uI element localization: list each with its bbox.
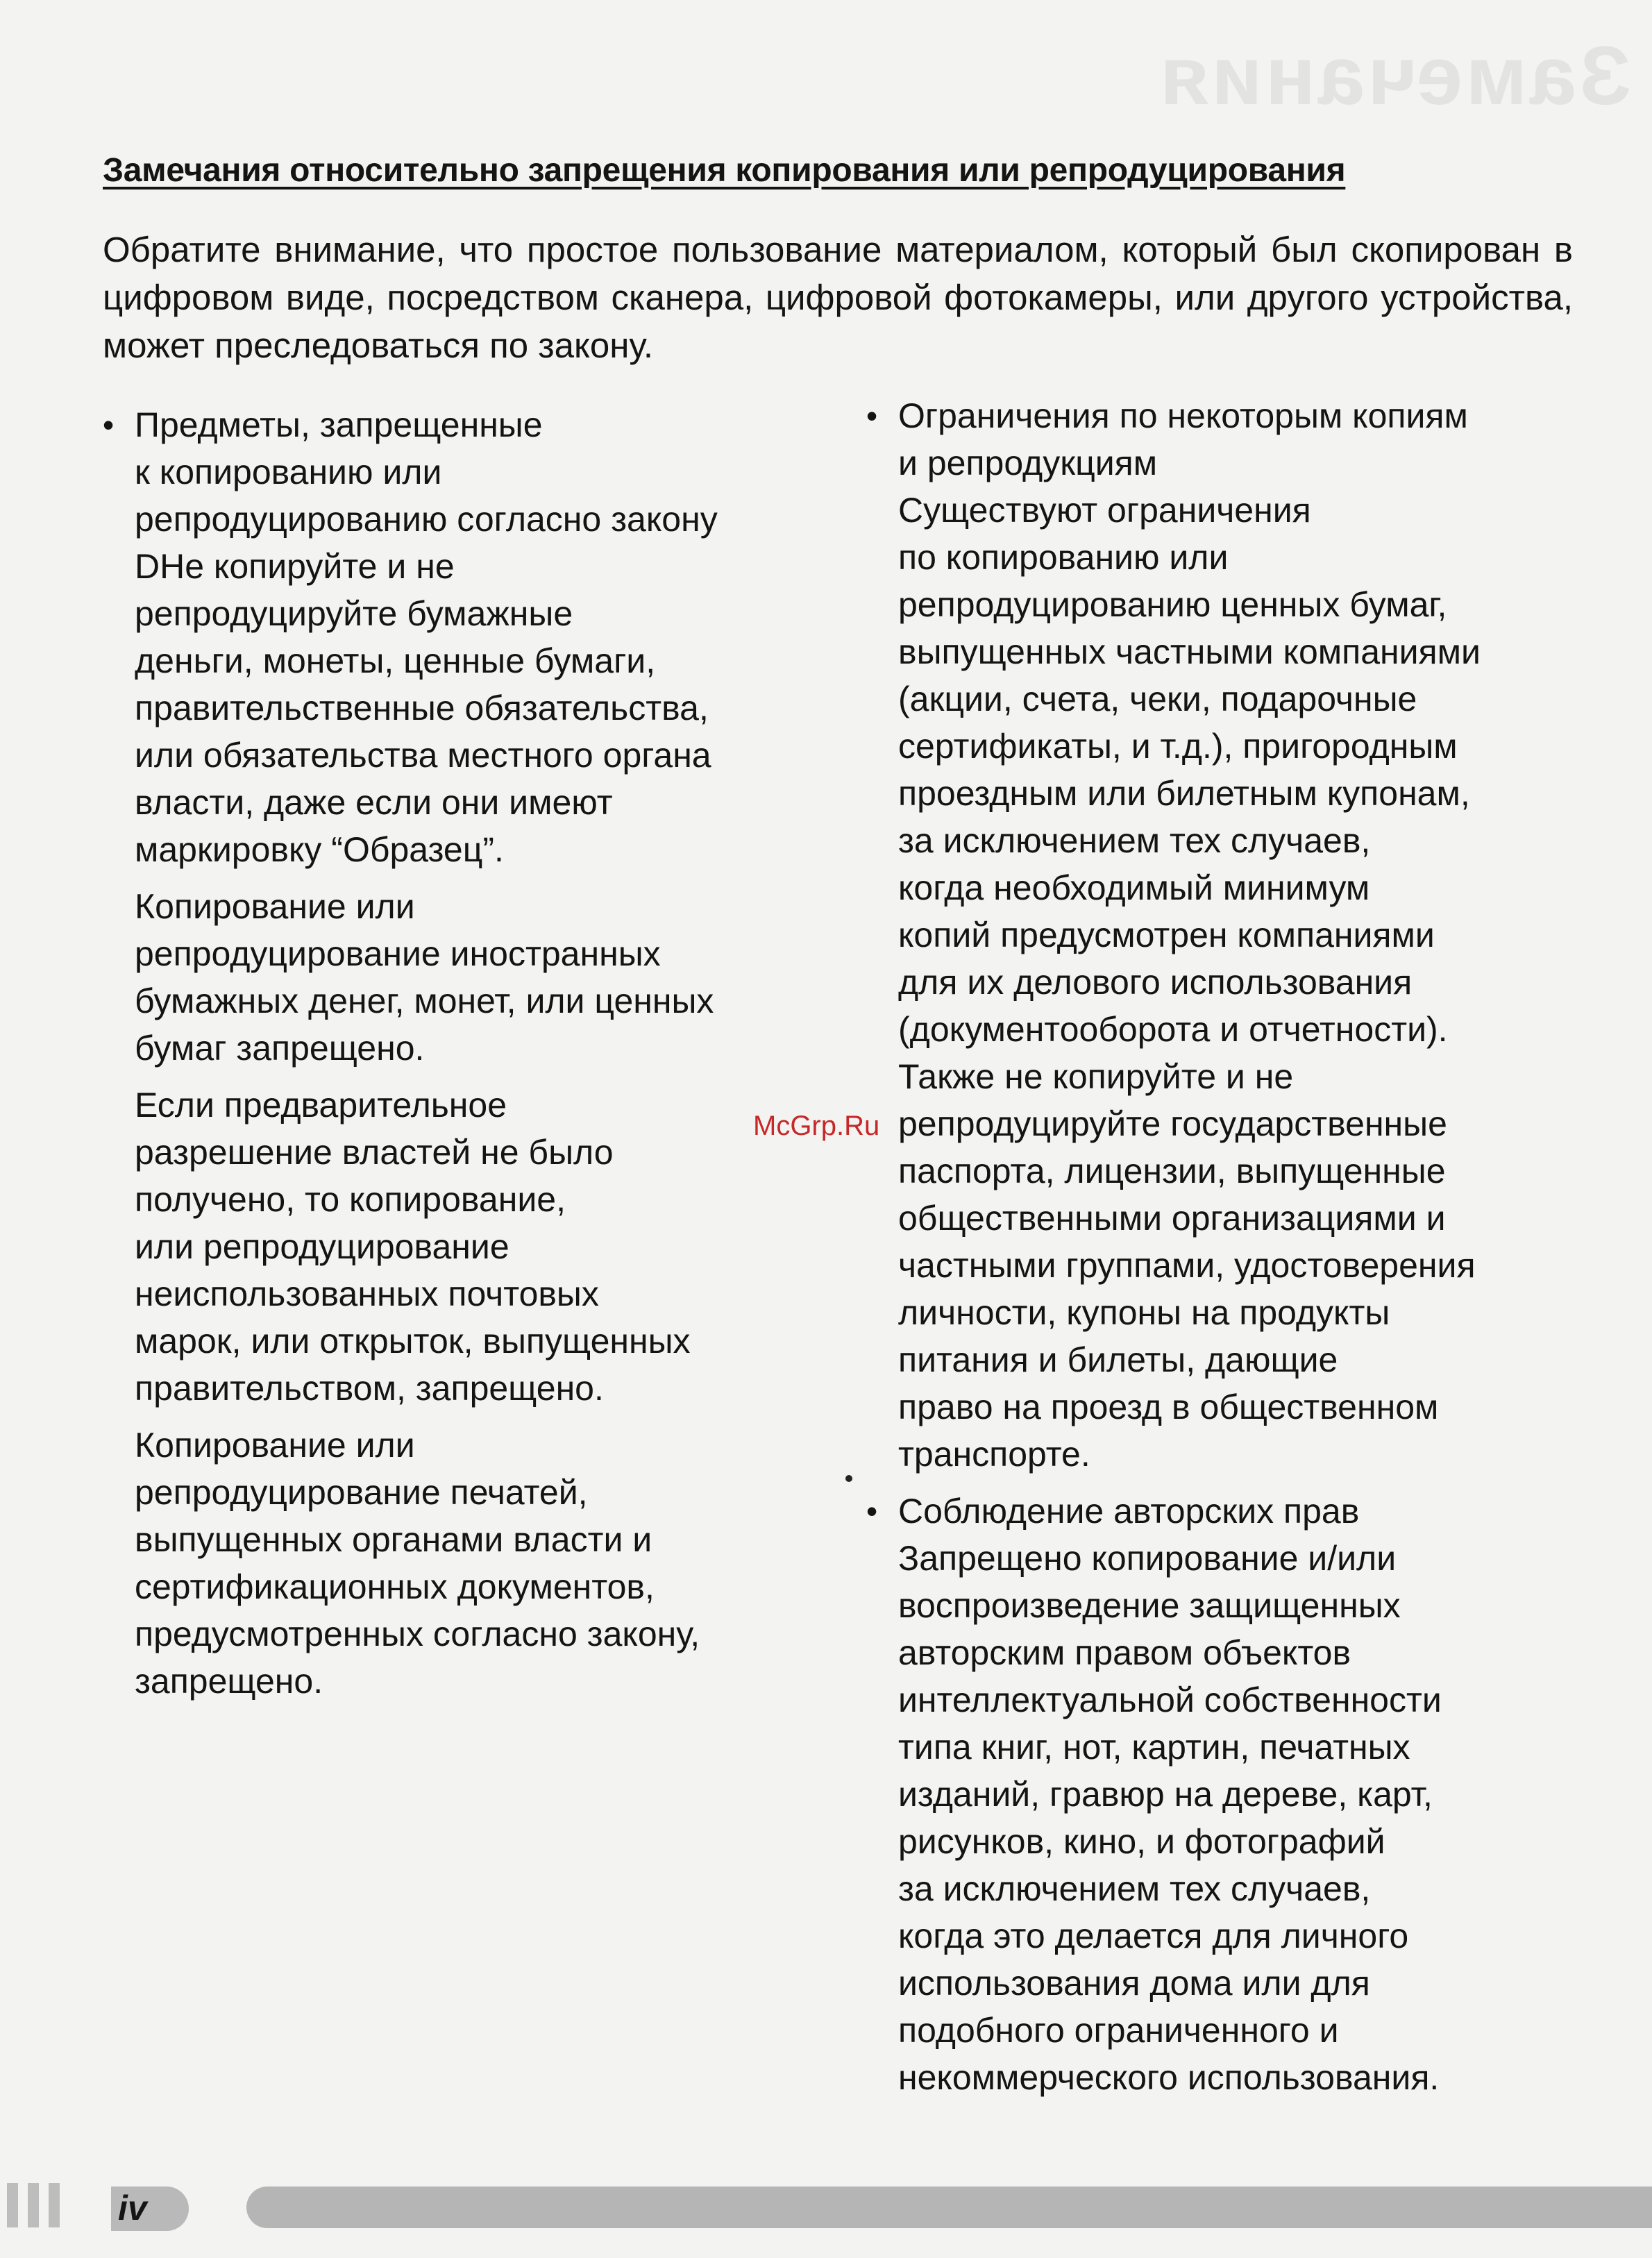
paragraph-foreign-money	[135, 883, 825, 1072]
text-line: Копирование или	[135, 1426, 415, 1465]
text-line: репродуцируйте бумажные	[135, 594, 573, 633]
footer-bar	[7, 2183, 18, 2227]
text-line: паспорта, лицензии, выпущенные	[898, 1152, 1446, 1190]
text-line: общественными организациями и	[898, 1199, 1446, 1238]
footer-bar	[49, 2183, 60, 2227]
text-line: неиспользованных почтовых	[135, 1274, 599, 1313]
intro-paragraph	[103, 226, 1573, 369]
text-line: типа книг, нот, картин, печатных	[898, 1728, 1410, 1767]
list-item-title: Соблюдение авторских прав	[898, 1492, 1360, 1531]
paragraph-seals	[135, 1422, 825, 1705]
list-item-prohibited-items	[103, 401, 825, 543]
text-line: Копирование или	[135, 887, 415, 926]
text-line: получено, то копирование,	[135, 1180, 566, 1219]
text-line: когда необходимый минимум	[898, 868, 1370, 907]
text-line: Также не копируйте и не	[898, 1057, 1294, 1096]
text-line: авторским правом объектов	[898, 1633, 1351, 1672]
text-line: запрещено.	[135, 1662, 323, 1701]
bullet: •	[866, 1493, 878, 1529]
bullet: •	[103, 407, 115, 443]
text-line: воспроизведение защищенных	[898, 1586, 1401, 1625]
text-line: частными группами, удостоверения	[898, 1246, 1476, 1285]
text-line: к копированию или	[135, 453, 442, 491]
text-line: бумажных денег, монет, или ценных	[135, 981, 714, 1020]
text-line: Предметы, запрещенные	[135, 405, 543, 444]
list-item-copyright	[866, 1488, 1588, 2101]
bullet: •	[866, 398, 878, 434]
text-line: или обязательства местного органа	[135, 736, 711, 775]
list-item-body	[898, 392, 1588, 1478]
text-line: когда это делается для личного	[898, 1916, 1409, 1955]
text-line: репродуцированию согласно закону	[135, 500, 718, 539]
text-line: бумаг запрещено.	[135, 1029, 425, 1068]
text-line: репродуцирование иностранных	[135, 934, 661, 973]
text-line: интеллектуальной собственности	[898, 1680, 1442, 1719]
paragraph-money	[135, 543, 825, 873]
text-line: личности, купоны на продукты	[898, 1293, 1390, 1332]
right-column	[866, 392, 1588, 2101]
list-item-title: Ограничения по некоторым копиям	[898, 396, 1468, 435]
section-heading: Замечания относительно запрещения копирования или репродуцирования	[103, 152, 1346, 189]
scan-speck	[845, 1475, 852, 1482]
text-line: Существуют ограничения	[898, 491, 1311, 530]
list-item-copy-restrictions	[866, 392, 1588, 1478]
text-line: Если предварительное	[135, 1086, 507, 1124]
text-line: транспорте.	[898, 1435, 1090, 1474]
text-line: разрешение властей не было	[135, 1133, 614, 1172]
list-item-title	[135, 401, 825, 543]
text-line: власти, даже если они имеют	[135, 783, 613, 822]
footer-band	[246, 2187, 1652, 2228]
text-line: сертификационных документов,	[135, 1567, 655, 1606]
text-line: некоммерческого использования.	[898, 2058, 1440, 2097]
site-watermark: McGrp.Ru	[753, 1111, 880, 1141]
list-item-body	[898, 1488, 1588, 2101]
text-line: для их делового использования	[898, 963, 1413, 1002]
text-line: за исключением тех случаев,	[898, 821, 1371, 860]
text-line: копий предусмотрен компаниями	[898, 916, 1435, 954]
text-line: Запрещено копирование и/или	[898, 1539, 1397, 1578]
text-line: по копированию или	[898, 538, 1229, 577]
text-line: использования дома или для	[898, 1964, 1370, 2003]
text-line: проездным или билетным купонам,	[898, 774, 1470, 813]
text-line: выпущенных органами власти и	[135, 1520, 652, 1559]
text-line: (документооборота и отчетности).	[898, 1010, 1448, 1049]
text-line: репродуцирование печатей,	[135, 1473, 588, 1512]
intro-line: или другого устройства, может преследоваться по закону.	[103, 278, 1573, 365]
ghost-show-through-header: Замечания	[1156, 29, 1631, 122]
text-line: предусмотренных согласно закону,	[135, 1615, 700, 1653]
text-line: выпущенных частными компаниями	[898, 632, 1481, 671]
text-line: изданий, гравюр на дереве, карт,	[898, 1775, 1433, 1814]
footer-bar	[28, 2183, 39, 2227]
page-number: iv	[111, 2187, 189, 2231]
text-line: репродуцируйте государственные	[898, 1104, 1447, 1143]
text-line: маркировку “Образец”.	[135, 830, 504, 869]
text-line: марок, или открыток, выпущенных	[135, 1322, 691, 1360]
text-line: DНе копируйте и не	[135, 547, 455, 586]
text-line: правительственные обязательства,	[135, 689, 709, 727]
text-line: право на проезд в общественном	[898, 1388, 1439, 1426]
text-line: питания и билеты, дающие	[898, 1340, 1338, 1379]
intro-line: Обратите внимание, что простое пользование материалом, который был	[103, 230, 1338, 269]
text-line: правительством, запрещено.	[135, 1369, 604, 1408]
paragraph-postage-stamps	[135, 1081, 825, 1412]
text-line: подобного ограниченного и	[898, 2011, 1339, 2050]
footer-bars-decoration	[7, 2183, 60, 2227]
text-line: (акции, счета, чеки, подарочные	[898, 680, 1417, 718]
text-line: деньги, монеты, ценные бумаги,	[135, 641, 656, 680]
text-line: репродуцированию ценных бумаг,	[898, 585, 1447, 624]
intro-line: скопирован в цифровом виде, посредством сканера, цифровой фотокамеры,	[103, 230, 1573, 317]
text-line: рисунков, кино, и фотографий	[898, 1822, 1385, 1861]
text-line: или репродуцирование	[135, 1227, 509, 1266]
text-line: за исключением тех случаев,	[898, 1869, 1371, 1908]
left-column	[103, 401, 825, 1705]
text-line: сертификаты, и т.д.), пригородным	[898, 727, 1458, 766]
text-line: и репродукциям	[898, 444, 1158, 482]
